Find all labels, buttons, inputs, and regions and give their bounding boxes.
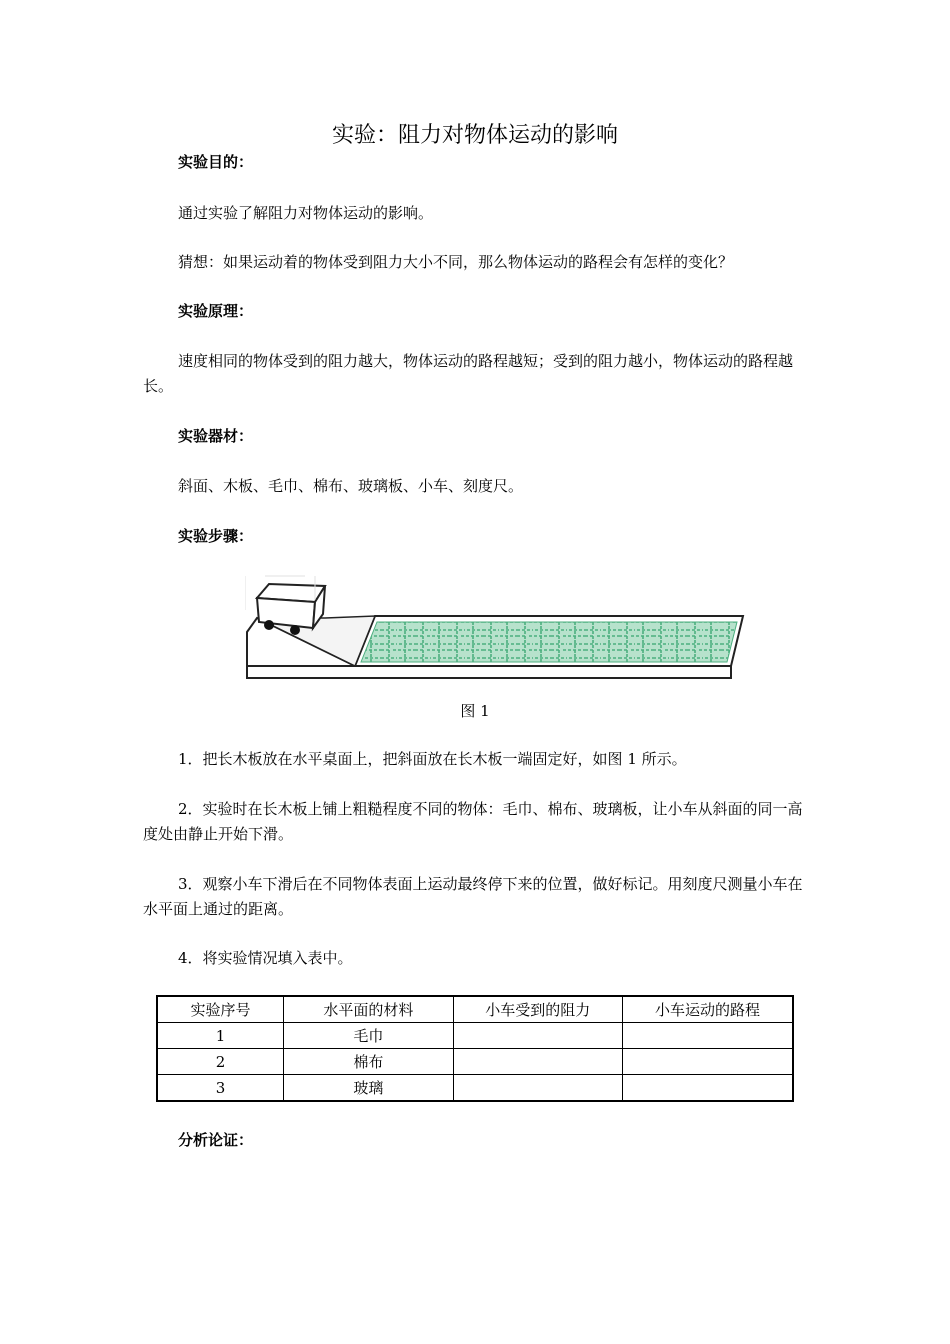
step-4: 4．将实验情况填入表中。 (178, 949, 353, 967)
header-resistance: 小车受到的阻力 (453, 996, 622, 1023)
cell-material: 毛巾 (284, 1023, 453, 1049)
cell-index: 2 (157, 1049, 284, 1075)
materials-text: 斜面、木板、毛巾、棉布、玻璃板、小车、刻度尺。 (178, 477, 524, 495)
cell-material: 棉布 (284, 1049, 453, 1075)
table-header-row (157, 996, 793, 1023)
header-index: 实验序号 (157, 996, 284, 1023)
header-distance: 小车运动的路程 (623, 996, 793, 1023)
cell-distance (623, 1049, 793, 1075)
step-2: 2．实验时在长木板上铺上粗糙程度不同的物体：毛巾、棉布、玻璃板，让小车从斜面的同一高度处由静止开始下滑。 (143, 800, 803, 843)
cloth-surface (361, 622, 737, 662)
purpose-heading: 实验目的： (178, 153, 254, 171)
cell-resistance (453, 1075, 622, 1102)
steps-heading: 实验步骤： (178, 527, 254, 545)
long-board-base (247, 666, 731, 678)
page-title: 实验：阻力对物体运动的影响 (331, 123, 618, 148)
cell-distance (623, 1075, 793, 1102)
header-material: 水平面的材料 (284, 996, 453, 1023)
table-row (157, 1023, 793, 1049)
results-table (156, 995, 794, 1102)
principle-heading: 实验原理： (178, 302, 254, 320)
cell-material: 玻璃 (284, 1075, 453, 1102)
materials-heading: 实验器材： (178, 427, 254, 445)
principle-text: 速度相同的物体受到的阻力越大，物体运动的路程越短；受到的阻力越小，物体运动的路程越长。 (143, 352, 794, 395)
cell-index: 3 (157, 1075, 284, 1102)
guess-text: 猜想：如果运动着的物体受到阻力大小不同，那么物体运动的路程会有怎样的变化？ (178, 253, 734, 271)
cell-resistance (453, 1049, 622, 1075)
table-row (157, 1075, 793, 1102)
cell-index: 1 (157, 1023, 284, 1049)
purpose-text: 通过实验了解阻力对物体运动的影响。 (178, 204, 434, 222)
step-3: 3．观察小车下滑后在不同物体表面上运动最终停下来的位置，做好标记。用刻度尺测量小车在水平面上通过的距离。 (143, 875, 803, 918)
figure-caption: 图 1 (460, 702, 490, 720)
cell-distance (623, 1023, 793, 1049)
experiment-figure (245, 570, 755, 688)
analysis-heading: 分析论证： (178, 1131, 254, 1149)
step-1: 1．把长木板放在水平桌面上，把斜面放在长木板一端固定好，如图 1 所示。 (178, 750, 687, 768)
cell-resistance (453, 1023, 622, 1049)
table-row (157, 1049, 793, 1075)
